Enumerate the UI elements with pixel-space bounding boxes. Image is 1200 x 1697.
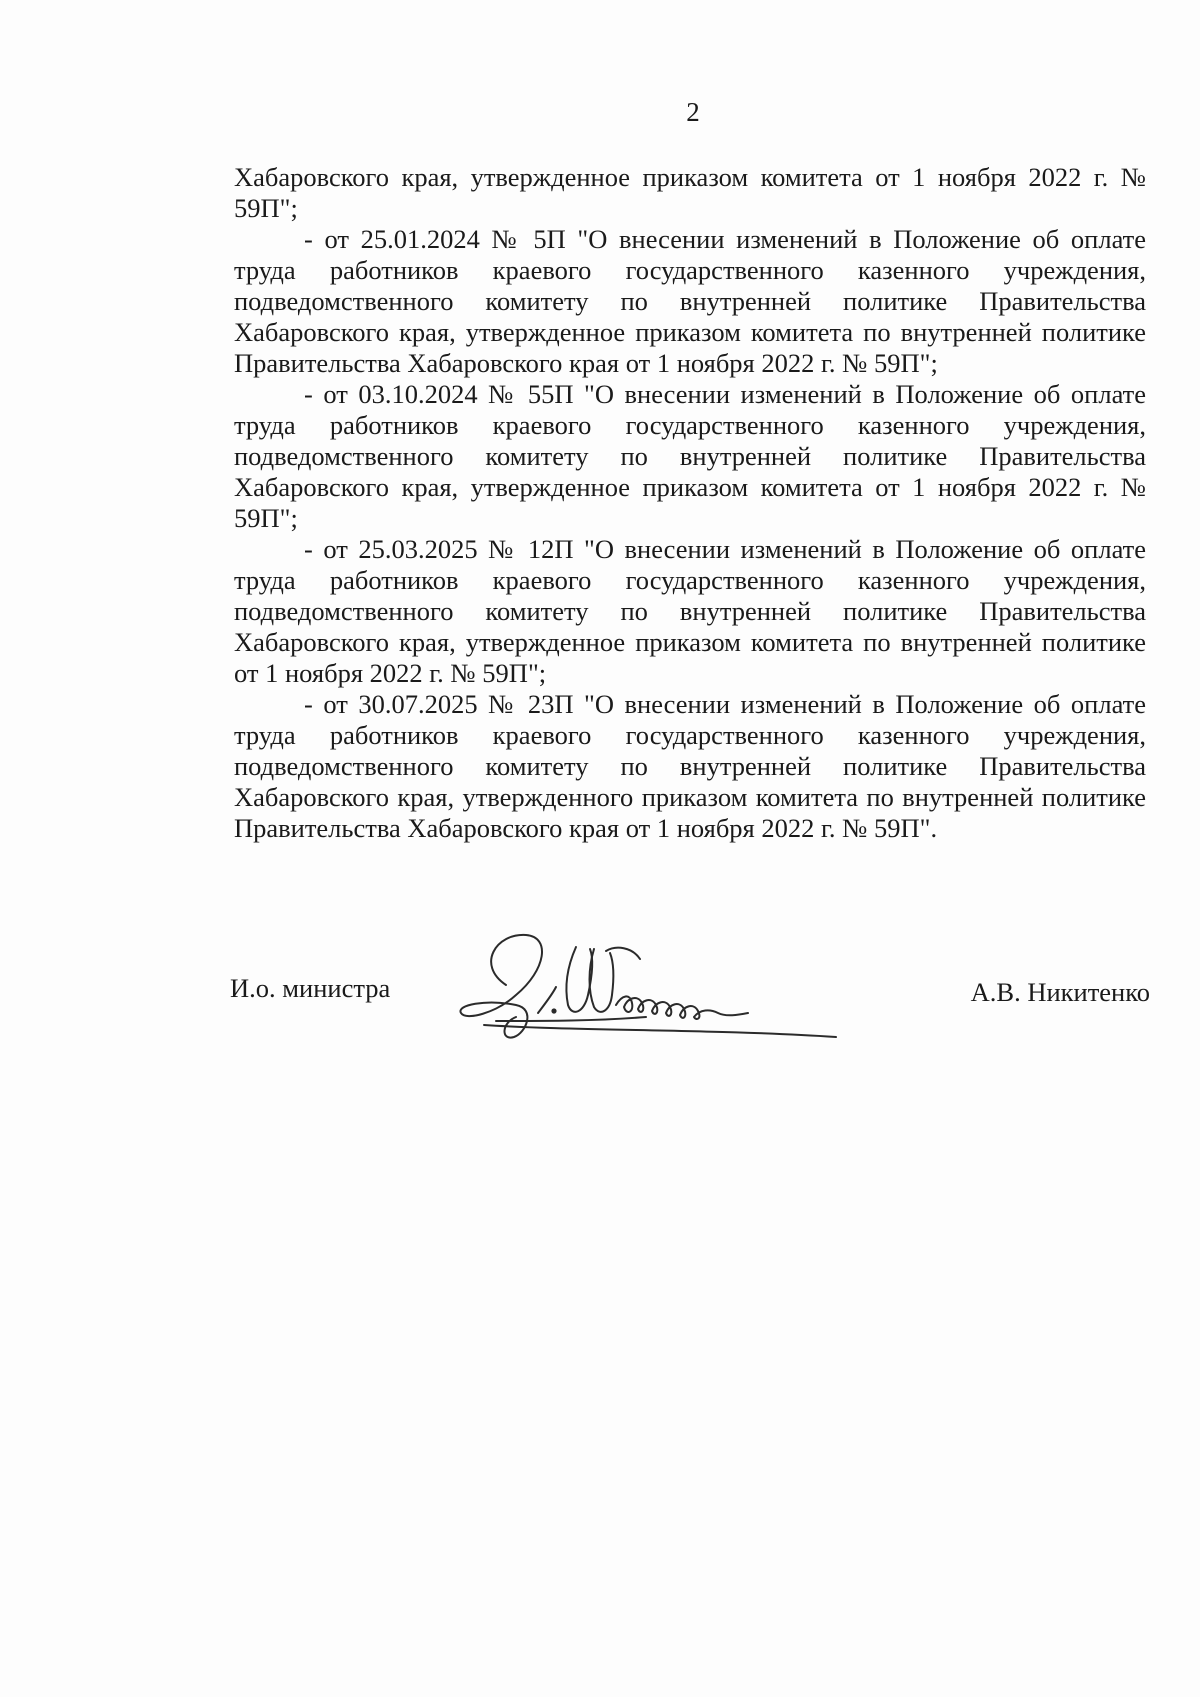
paragraph-item-2024-01: - от 25.01.2024 № 5П "О внесении изменений в Положение об оплате труда работников краевого государственного казенного учреждения, подведомственного комитету по внутренней политике Правительства Хабаровского края, утвержденное приказом комитета по внутренней политике Правительства Хабаровского края от 1 ноября 2022 г. № 59П"; [234, 224, 1146, 378]
document-body [234, 162, 1146, 844]
signature-block [230, 925, 1150, 1045]
signatory-position: И.о. министра [230, 973, 391, 1003]
signature-icon [456, 925, 876, 1045]
paragraph-item-2024-10: - от 03.10.2024 № 55П "О внесении изменений в Положение об оплате труда работников краевого государственного казенного учреждения, подведомственного комитету по внутренней политике Правительства Хабаровского края, утвержденное приказом комитета от 1 ноября 2022 г. № 59П"; [234, 379, 1146, 533]
paragraph-item-2025-03: - от 25.03.2025 № 12П "О внесении изменений в Положение об оплате труда работников краевого государственного казенного учреждения, подведомственного комитету по внутренней политике Правительства Хабаровского края, утвержденное приказом комитета по внутренней политике от 1 ноября 2022 г. № 59П"; [234, 534, 1146, 688]
paragraph-continuation: Хабаровского края, утвержденное приказом комитета от 1 ноября 2022 г. № 59П"; [234, 162, 1146, 223]
signatory-name: А.В. Никитенко [970, 977, 1150, 1007]
page-number: 2 [686, 97, 700, 127]
paragraph-item-2025-07: - от 30.07.2025 № 23П "О внесении изменений в Положение об оплате труда работников краевого государственного казенного учреждения, подведомственного комитету по внутренней политике Правительства Хабаровского края, утвержденного приказом комитета по внутренней политике Правительства Хабаровского края от 1 ноября 2022 г. № 59П". [234, 689, 1146, 843]
